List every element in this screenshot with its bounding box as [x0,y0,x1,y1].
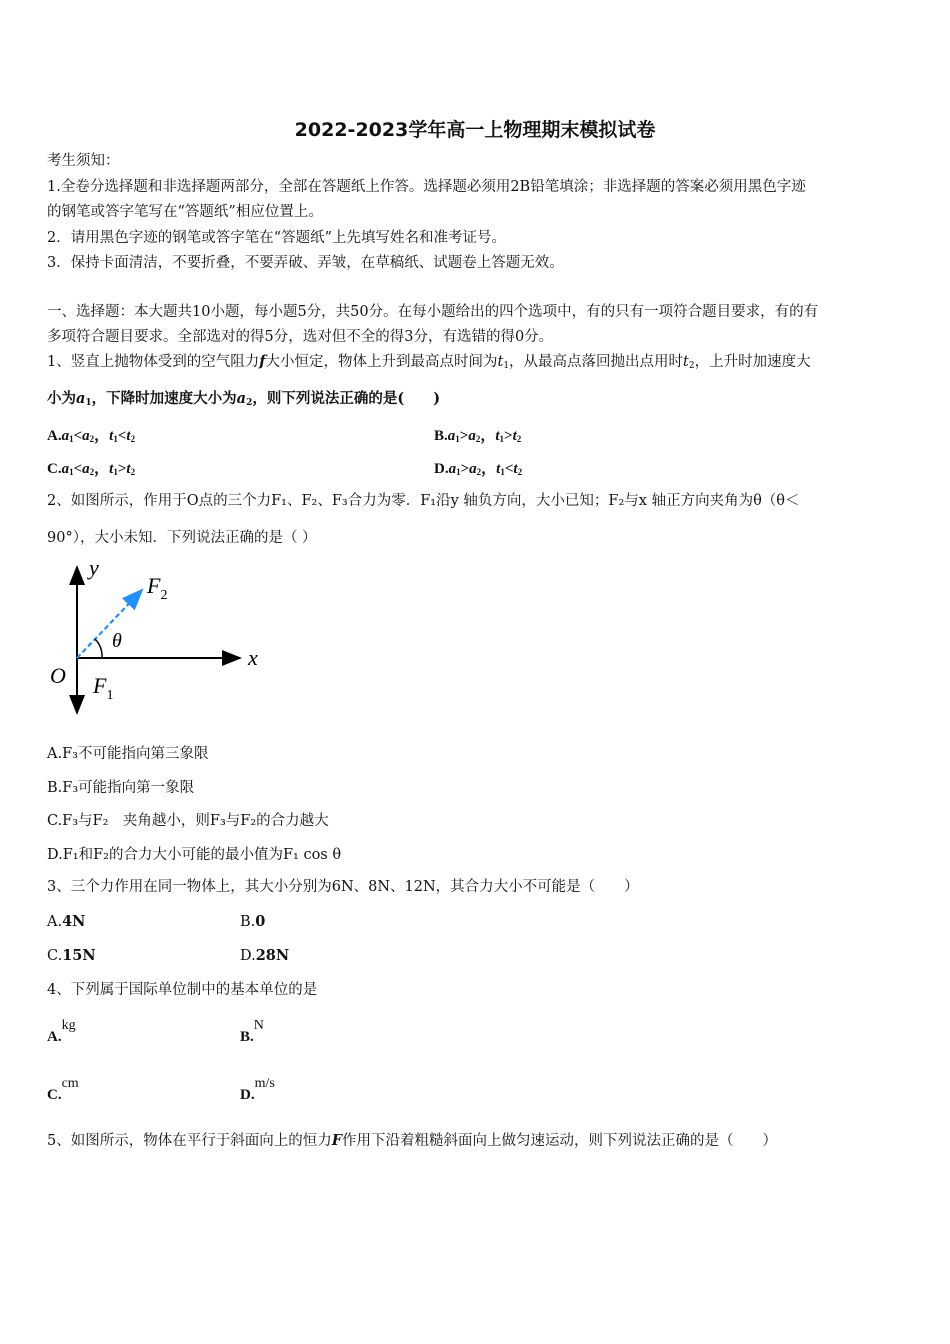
page-title: 2022-2023学年高一上物理期末模拟试卷 [294,119,656,141]
q1-stem-line2: 小为$a_1$，下降时加速度大小为$a_2$，则下列说法正确的是( ) [47,390,441,408]
notice-item-1a: 1.全卷分选择题和非选择题两部分，全部在答题纸上作答。选择题必须用2B铅笔填涂；非选择题的答案必须用黑色字迹 [47,179,806,195]
q5-stem: 5、如图所示，物体在平行于斜面向上的恒力F作用下沿着粗糙斜面向上做匀速运动，则下列说法正确的是（ ） [47,1132,778,1149]
q3-option-a: A.4N [47,913,86,930]
f2-arrow [77,590,142,658]
q2-stem-line1: 2、如图所示，作用于O点的三个力F₁、F₂、F₃合力为零．F₁沿y 轴负方向，大小已知；F₂与x 轴正方向夹角为θ（θ＜ [47,493,800,509]
q2-option-b: B.F₃可能指向第一象限 [47,780,195,796]
notice-item-2: 2．请用黑色字迹的钢笔或答字笔在“答题纸”上先填写姓名和准考证号。 [47,230,507,246]
q2-option-a: A.F₃不可能指向第三象限 [47,746,209,762]
q1-option-b: $B.a_1>a_2$，$t_1>t_2$ [434,428,522,444]
theta-label: θ [112,630,122,652]
f2-label: $F_2$ [147,573,168,603]
q3-option-d: D.28N [240,947,290,964]
y-label: y [89,555,99,580]
notice-item-1b: 的钢笔或答字笔写在“答题纸”相应位置上。 [47,204,323,220]
q4-option-b: B.N [240,1018,264,1045]
f1-label: $F_1$ [93,673,114,703]
q4-option-d: D.m/s [240,1076,275,1103]
section-intro-line1: 一、选择题：本大题共10小题，每小题5分，共50分。在每小题给出的四个选项中，有的只有一项符合题目要求，有的有 [47,304,819,320]
theta-arc [95,639,102,658]
section-intro-line2: 多项符合题目要求。全部选对的得5分，选对但不全的得3分，有选错的得0分。 [47,329,554,345]
q4-stem: 4、下列属于国际单位制中的基本单位的是 [47,982,318,998]
q1-option-a: $A.a_1<a_2$，$t_1<t_2$ [47,428,136,444]
q3-stem: 3、三个力作用在同一物体上，其大小分别为6N、8N、12N，其合力大小不可能是（ ） [47,879,639,895]
q1-option-c: $C.a_1<a_2$，$t_1>t_2$ [47,461,136,477]
q4-option-a: A.kg [47,1018,76,1045]
q4-option-c: C.cm [47,1076,79,1103]
q3-option-b: B.0 [240,913,266,930]
q3-option-c: C.15N [47,947,96,964]
force-diagram [40,555,280,720]
notice-item-3: 3．保持卡面清洁，不要折叠，不要弄破、弄皱，在草稿纸、试题卷上答题无效。 [47,255,564,271]
q2-option-c: C.F₃与F₂ 夹角越小，则F₃与F₂的合力越大 [47,813,329,829]
q1-option-d: $D.a_1>a_2$，$t_1<t_2$ [434,461,523,477]
notice-heading: 考生须知： [47,153,120,169]
q2-option-d: D.F₁和F₂的合力大小可能的最小值为F₁ cos θ [47,847,342,863]
q1-stem-line1: 1、竖直上抛物体受到的空气阻力f大小恒定，物体上升到最高点时间为$t_1$，从最高点落回抛出点用时$t_2$，上升时加速度大 [47,353,811,371]
x-label: x [248,645,258,670]
q2-stem-line2: 90°），大小未知．下列说法正确的是（ ） [47,530,317,546]
origin-label: O [50,663,66,688]
